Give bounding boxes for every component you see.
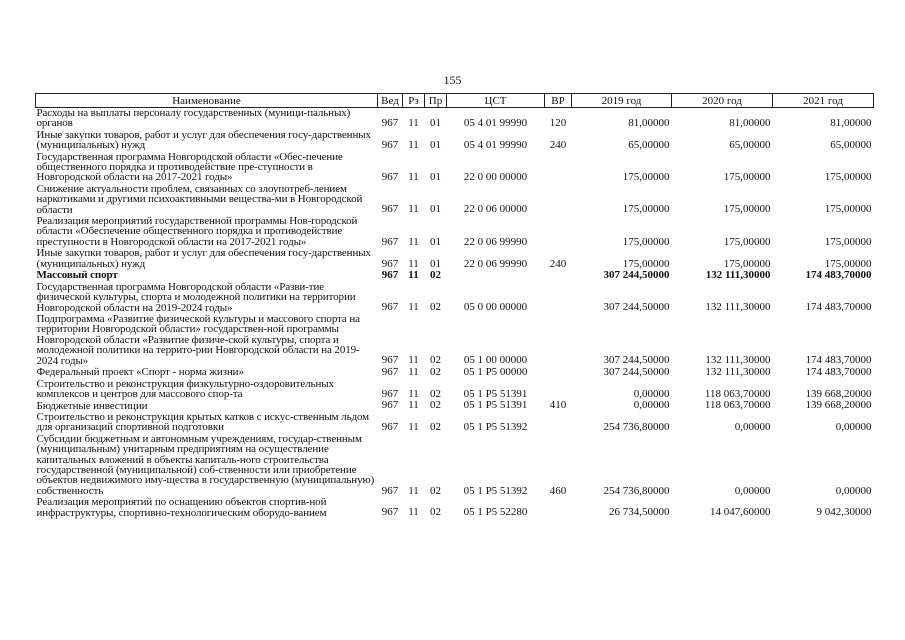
table-row [36,379,874,401]
row-pr: 01 [430,203,441,216]
row-pr: 01 [430,235,441,248]
row-rz: 11 [408,354,419,367]
row-ved: 967 [381,399,399,412]
row-2020-amount: 132 111,30000 [705,301,771,314]
row-cst: 05 4 01 99990 [463,117,528,130]
table-header-row [36,94,874,108]
header-2020: 2020 год [672,94,773,108]
row-2020-amount: 175,00000 [723,235,771,248]
table-row [36,108,874,130]
row-2019-amount: 307 244,50000 [603,354,670,367]
row-name: Реализация мероприятий государственной программы Нов-городской области «Обеспечение общественного порядка и противодействие преступности в Новгородской области на 2017-2021 годы» [36,215,358,248]
row-pr: 02 [430,506,441,519]
table-row [36,216,874,248]
row-2020-amount: 175,00000 [723,171,771,184]
row-vr [545,367,572,379]
row-2020-amount: 175,00000 [723,203,771,216]
table-row [36,130,874,152]
row-2019-amount: 254 736,80000 [603,484,670,497]
row-ved: 967 [381,139,399,152]
row-rz: 11 [408,203,419,216]
row-2019-amount: 175,00000 [622,257,670,270]
row-2019-amount: 307 244,50000 [603,269,670,282]
row-rz: 11 [408,171,419,184]
row-2020-amount: 0,00000 [734,484,771,497]
page-number: 155 [443,73,462,87]
row-2019-amount: 26 734,50000 [609,506,670,519]
table-row [36,367,874,379]
row-2021-amount: 175,00000 [824,203,872,216]
row-name: Подпрограмма «Развитие физической культуры и массового спорта на территории Новгородской области» государствен-ной программы Новгородской области «Развитие физиче-ской культуры, спорта и молодежной политики на террито-рии Новгородской области на 2019-2024 годы» [36,312,360,367]
row-2020-amount: 0,00000 [734,421,771,434]
row-ved: 967 [381,235,399,248]
row-cst: 05 0 00 00000 [463,301,528,314]
row-name: Строительство и реконструкция физкультурно-оздоровительных комплексов и центров для массового спор-та [36,377,334,400]
row-pr: 02 [430,484,441,497]
budget-table [35,93,874,519]
row-cst: 05 1 P5 52280 [463,506,528,519]
row-2021-amount: 175,00000 [824,257,872,270]
row-ved: 967 [381,365,399,378]
row-2020-amount: 132 111,30000 [705,365,771,378]
row-ved: 967 [381,203,399,216]
row-rz: 11 [408,269,419,282]
row-ved: 967 [381,387,399,400]
row-cst: 05 1 P5 51392 [463,421,528,434]
table-row [36,282,874,314]
row-vr [545,497,572,519]
row-ved: 967 [381,257,399,270]
row-vr [545,282,572,314]
header-vr: ВР [545,94,572,108]
row-cst: 05 1 P5 51392 [463,484,528,497]
row-2021-amount: 175,00000 [824,235,872,248]
row-2019-amount: 307 244,50000 [603,301,670,314]
row-2020-amount: 132 111,30000 [705,354,771,367]
header-name: Наименование [36,94,378,108]
row-ved: 967 [381,506,399,519]
row-2020-amount: 65,00000 [729,139,771,152]
row-name: Снижение актуальности проблем, связанных со злоупотреб-лением наркотиками и другими психоактивными вещества-ми в Новгородской области [36,182,363,216]
row-2021-amount: 139 668,20000 [805,399,872,412]
row-2019-amount: 175,00000 [622,235,670,248]
row-2021-amount: 175,00000 [824,171,872,184]
row-pr: 02 [430,365,441,378]
row-cst: 05 1 00 00000 [463,354,528,367]
row-vr [545,379,572,401]
row-2020-amount: 81,00000 [729,117,771,130]
row-2021-amount: 81,00000 [830,117,872,130]
row-cst: 22 0 00 00000 [463,171,528,184]
row-pr: 02 [430,301,441,314]
row-cst: 05 4 01 99990 [463,139,528,152]
row-name: Федеральный проект «Спорт - норма жизни» [36,366,244,379]
row-cst: 05 1 P5 51391 [463,399,528,412]
row-2021-amount: 9 042,30000 [816,506,872,519]
row-name: Государственная программа Новгородской области «Разви-тие физической культуры, спорта и молодежной политики на территории Новгородской области на 2019-2024 годы» [36,280,356,314]
row-name: Бюджетные инвестиции [36,399,148,412]
row-name: Массовый спорт [36,269,118,282]
row-ved: 967 [381,117,399,130]
row-cst: 22 0 06 00000 [463,203,528,216]
row-rz: 11 [408,301,419,314]
row-2021-amount: 0,00000 [835,421,872,434]
row-pr: 01 [430,117,441,130]
row-ved: 967 [381,301,399,314]
row-rz: 11 [408,387,419,400]
table-row [36,314,874,367]
row-pr: 02 [430,399,441,412]
row-2019-amount: 65,00000 [628,139,670,152]
row-pr: 02 [430,421,441,434]
row-rz: 11 [408,365,419,378]
row-rz: 11 [408,235,419,248]
row-vr [545,152,572,184]
row-2019-amount: 175,00000 [622,203,670,216]
row-ved: 967 [381,421,399,434]
row-cst [447,270,545,282]
row-2020-amount: 175,00000 [723,257,771,270]
row-rz: 11 [408,139,419,152]
row-name: Государственная программа Новгородской области «Обес-печение общественного порядка и противодействие пре-ступности в Новгородской области на 2017-2021 годы» [36,150,343,184]
row-2019-amount: 0,00000 [633,399,670,412]
header-2019: 2019 год [572,94,672,108]
table-row [36,184,874,216]
row-vr [545,412,572,434]
row-name: Строительство и реконструкция крытых катков с искус-ственным льдом для организаций спортивной подготовки [36,410,370,434]
row-vr [545,314,572,367]
row-ved: 967 [381,354,399,367]
row-name: Иные закупки товаров, работ и услуг для обеспечения госу-дарственных (муниципальных) нужд [36,128,371,152]
header-rz: Рз [403,94,425,108]
row-cst: 05 1 P5 00000 [463,365,528,378]
row-2019-amount: 307 244,50000 [603,365,670,378]
table-row [36,412,874,434]
table-row [36,434,874,497]
header-2021: 2021 год [773,94,874,108]
table-row [36,248,874,270]
row-2021-amount: 174 483,70000 [805,354,872,367]
row-name: Реализация мероприятий по оснащению объектов спортив-ной инфраструктуры, спортивно-технологическим оборудо-ванием [36,496,327,519]
row-rz: 11 [408,506,419,519]
row-name: Иные закупки товаров, работ и услуг для обеспечения госу-дарственных (муниципальных) нужд [36,247,371,270]
row-pr: 01 [430,257,441,270]
header-pr: Пр [425,94,447,108]
row-2021-amount: 139 668,20000 [805,387,872,400]
row-vr [545,184,572,216]
row-rz: 11 [408,117,419,130]
row-2019-amount: 175,00000 [622,171,670,184]
row-ved: 967 [381,484,399,497]
row-ved: 967 [381,171,399,184]
row-rz: 11 [408,484,419,497]
row-2020-amount: 118 063,70000 [704,399,771,412]
row-2021-amount: 174 483,70000 [805,301,872,314]
table-row [36,270,874,282]
row-cst: 05 1 P5 51391 [463,387,528,400]
header-cst: ЦСТ [447,94,545,108]
row-pr: 02 [430,387,441,400]
row-2021-amount: 174 483,70000 [805,365,872,378]
row-ved: 967 [381,269,399,282]
row-2019-amount: 81,00000 [628,117,670,130]
table-body [36,108,874,520]
row-rz: 11 [408,399,419,412]
row-2021-amount: 65,00000 [830,139,872,152]
row-cst: 22 0 06 99990 [463,257,528,270]
row-vr: 410 [549,399,567,412]
row-vr: 460 [549,484,567,497]
row-2021-amount: 174 483,70000 [805,269,872,282]
row-vr [545,216,572,248]
row-rz: 11 [408,257,419,270]
row-2020-amount: 132 111,30000 [705,269,771,282]
table-row [36,152,874,184]
header-ved: Вед [378,94,403,108]
row-2019-amount: 254 736,80000 [603,421,670,434]
row-vr: 240 [549,139,567,152]
table-row [36,497,874,519]
row-cst: 22 0 06 99990 [463,235,528,248]
row-2020-amount: 118 063,70000 [704,387,771,400]
row-pr: 01 [430,139,441,152]
row-2020-amount: 14 047,60000 [710,506,771,519]
row-rz: 11 [408,421,419,434]
row-2021-amount: 0,00000 [835,484,872,497]
row-name: Расходы на выплаты персоналу государственных (муници-пальных) органов [36,107,351,130]
row-pr: 02 [430,354,441,367]
row-2019-amount: 0,00000 [633,387,670,400]
row-name: Субсидии бюджетным и автономным учреждениям, государ-ственным (муниципальным) унитарным предприятиям на осуществление капитальных вложений в объекты капиталь-ного строительства государственной (муниципальной) соб-ственности или приобретение объектов недвижимого иму-щества в государственную (муниципальную) собственность [36,432,375,497]
row-pr: 02 [430,269,441,282]
row-vr: 120 [549,117,567,130]
row-vr: 240 [549,257,567,270]
row-pr: 01 [430,171,441,184]
row-vr [545,270,572,282]
